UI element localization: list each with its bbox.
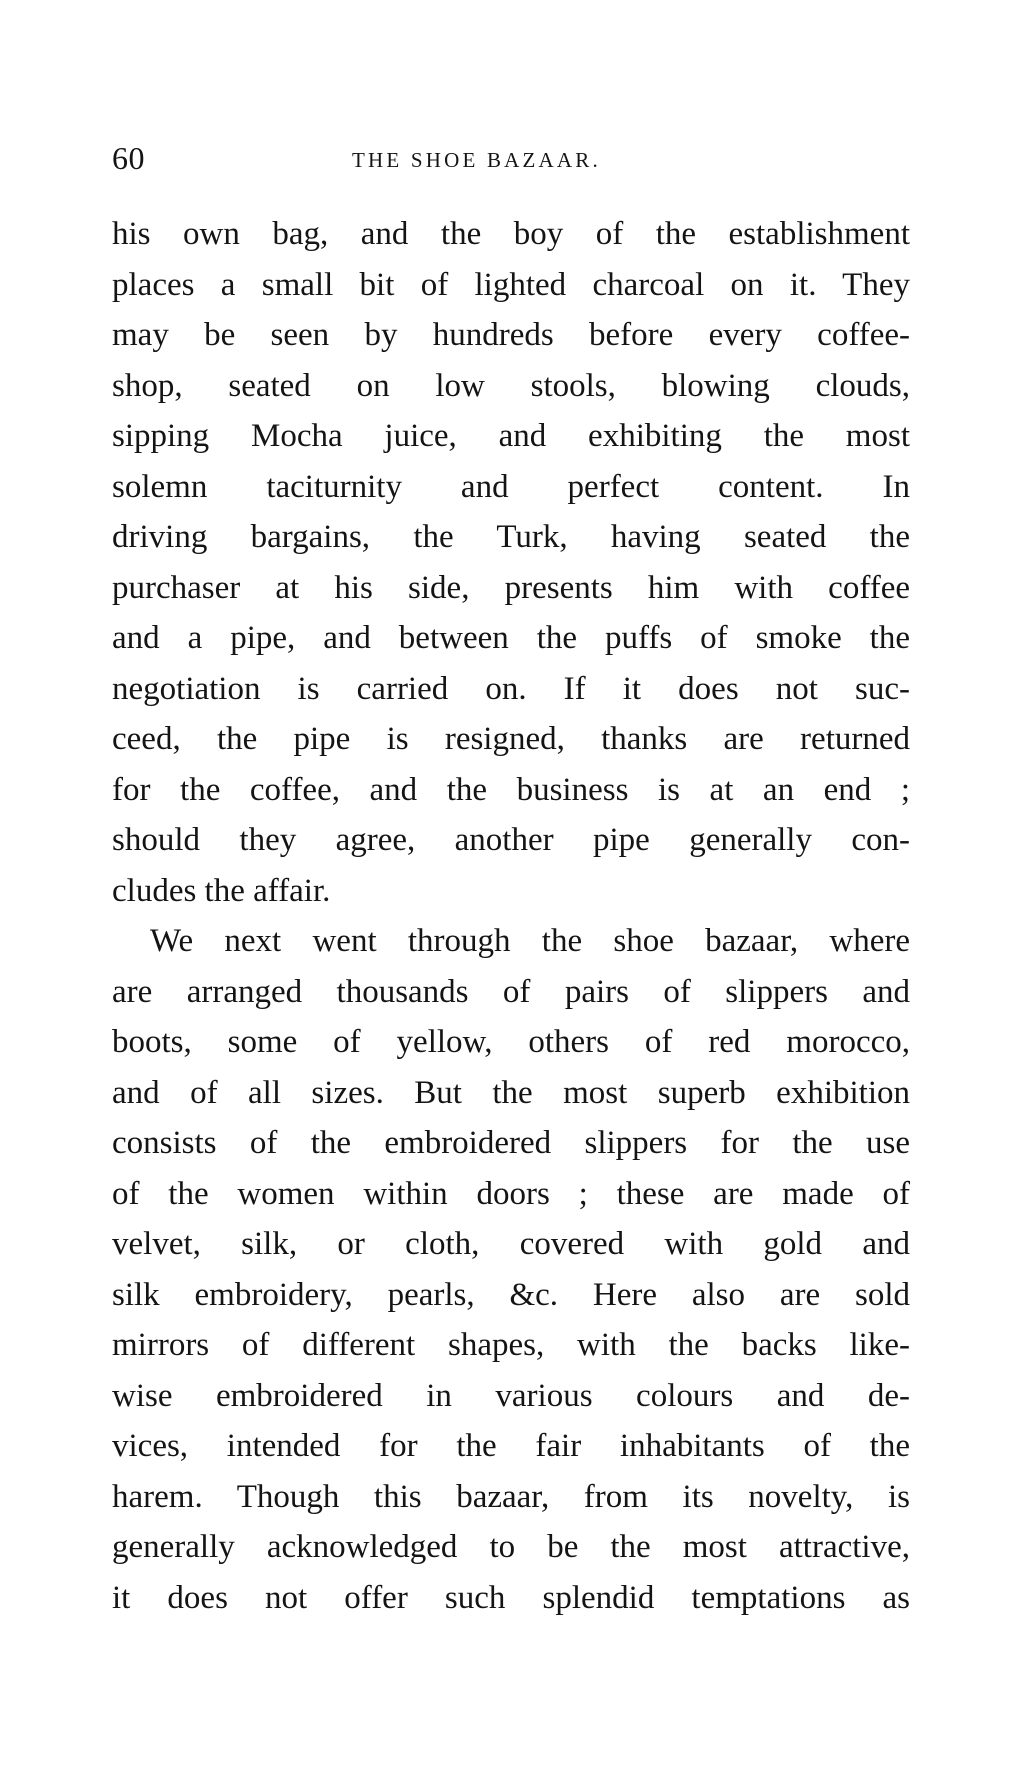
- text-line: generally acknowledged to be the most attractive,: [112, 1529, 910, 1565]
- text-line: places a small bit of lighted charcoal on it. They: [112, 266, 910, 303]
- running-title: THE SHOE BAZAAR.: [352, 148, 601, 172]
- page-number: 60: [112, 140, 145, 176]
- text-line: wise embroidered in various colours and de-: [112, 1377, 910, 1414]
- text-line: are arranged thousands of pairs of slippers and: [112, 973, 910, 1010]
- text-line: velvet, silk, or cloth, covered with gold and: [112, 1226, 910, 1262]
- text-line: solemn taciturnity and perfect content. In: [112, 468, 910, 505]
- text-line: ceed, the pipe is resigned, thanks are returned: [112, 721, 910, 757]
- paragraph-2: [112, 916, 910, 1623]
- text-line: purchaser at his side, presents him with coffee: [112, 569, 910, 606]
- text-line: shop, seated on low stools, blowing clouds,: [112, 367, 910, 404]
- text-line: for the coffee, and the business is at an end ;: [112, 771, 910, 808]
- text-line: and a pipe, and between the puffs of smoke the: [112, 620, 910, 656]
- text-line: negotiation is carried on. If it does not suc-: [112, 670, 910, 707]
- text-line: cludes the affair.: [112, 872, 331, 909]
- text-line: sipping Mocha juice, and exhibiting the most: [112, 418, 910, 454]
- text-line: vices, intended for the fair inhabitants of the: [112, 1428, 910, 1464]
- text-line: consists of the embroidered slippers for the use: [112, 1125, 910, 1161]
- text-line: mirrors of different shapes, with the backs like-: [112, 1327, 910, 1363]
- text-line: of the women within doors ; these are made of: [112, 1175, 910, 1212]
- text-line: harem. Though this bazaar, from its novelty, is: [112, 1478, 910, 1515]
- text-line: it does not offer such splendid temptations as: [112, 1579, 910, 1616]
- text-line: We next went through the shoe bazaar, where: [150, 923, 910, 959]
- running-head: [112, 138, 912, 178]
- text-line: may be seen by hundreds before every coffee-: [112, 317, 910, 353]
- text-line: and of all sizes. But the most superb exhibition: [112, 1074, 910, 1111]
- text-line: driving bargains, the Turk, having seated the: [112, 519, 910, 555]
- text-line: silk embroidery, pearls, &c. Here also are sold: [112, 1276, 910, 1313]
- text-line: his own bag, and the boy of the establishment: [112, 216, 910, 252]
- text-line: should they agree, another pipe generally con-: [112, 822, 910, 858]
- text-line: boots, some of yellow, others of red morocco,: [112, 1024, 910, 1060]
- body-text: [112, 209, 910, 1623]
- paragraph-1: [112, 209, 910, 916]
